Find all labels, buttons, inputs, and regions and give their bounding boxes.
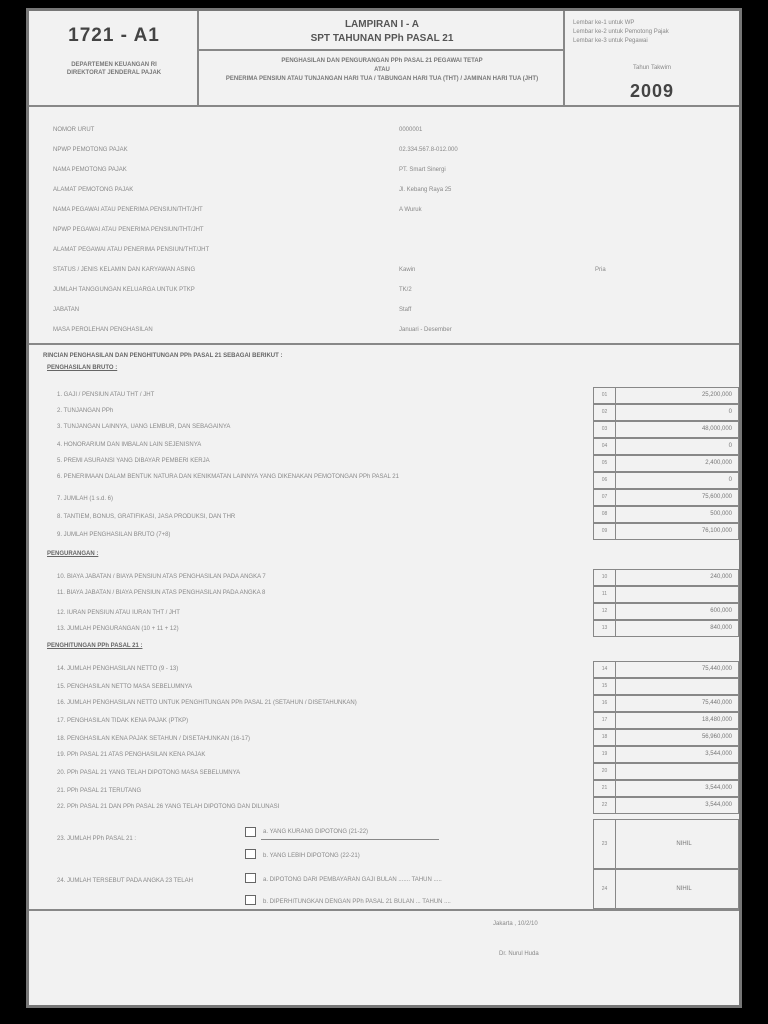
field-value: NIHIL — [676, 841, 692, 847]
copy-item: Lembar ke-1 untuk WP — [573, 20, 635, 26]
field-value: 48,000,000 — [701, 426, 732, 432]
item-label: 16. JUMLAH PENGHASILAN NETTO UNTUK PENGHITUNGAN PPh PASAL 21 (SETAHUN / DISETAHUNKAN) — [57, 700, 357, 706]
amount-field[interactable] — [593, 780, 739, 797]
year-value: 2009 — [629, 81, 675, 101]
info-label: NAMA PEGAWAI ATAU PENERIMA PENSIUN/THT/JHT — [53, 207, 203, 213]
option-24b-label: b. DIPERHITUNGKAN DENGAN PPh PASAL 21 BULAN ... TAHUN .... — [263, 899, 451, 905]
field-number: 01 — [594, 388, 616, 403]
item-label: 2. TUNJANGAN PPh — [57, 408, 114, 414]
amount-field[interactable] — [593, 729, 739, 746]
checkbox-24b[interactable] — [245, 895, 256, 905]
field-value: 25,200,000 — [701, 392, 732, 398]
info-label: NOMOR URUT — [53, 127, 95, 133]
amount-field[interactable] — [593, 603, 739, 620]
description-line-1: PENGHASILAN DAN PENGURANGAN PPh PASAL 21 PEGAWAI TETAP — [281, 58, 483, 64]
field-value: 840,000 — [710, 625, 732, 631]
info-value[interactable]: Januari - Desember — [399, 327, 452, 333]
amount-field[interactable] — [593, 438, 739, 455]
field-number: 06 — [594, 473, 616, 488]
form-description — [209, 57, 555, 84]
info-label: JUMLAH TANGGUNGAN KELUARGA UNTUK PTKP — [53, 287, 195, 293]
field-value: 240,000 — [710, 574, 732, 580]
info-value[interactable]: TK/2 — [399, 287, 412, 293]
year-box — [565, 11, 739, 107]
info-label: JABATAN — [53, 307, 80, 313]
info-value[interactable]: Jl. Kebang Raya 25 — [399, 187, 452, 193]
form-code: 1721 - A1 — [68, 25, 160, 46]
copy-item: Lembar ke-3 untuk Pegawai — [573, 38, 648, 44]
field-number: 04 — [594, 439, 616, 454]
field-value: 75,600,000 — [701, 494, 732, 500]
info-row — [29, 301, 739, 321]
info-row — [29, 201, 739, 221]
amount-field[interactable] — [593, 797, 739, 814]
copy-item: Lembar ke-2 untuk Pemotong Pajak — [573, 29, 669, 35]
option-23a-underline — [261, 839, 439, 840]
field-number: 09 — [594, 524, 616, 539]
section-deductions: PENGURANGAN : — [47, 551, 99, 557]
field-23[interactable] — [593, 819, 739, 869]
signature-section — [29, 909, 739, 1005]
amount-field[interactable] — [593, 455, 739, 472]
form-title: LAMPIRAN I - A — [344, 19, 420, 30]
item-label: 19. PPh PASAL 21 ATAS PENGHASILAN KENA PAJAK — [57, 752, 206, 758]
item-label: 4. HONORARIUM DAN IMBALAN LAIN SEJENISNYA — [57, 442, 202, 448]
amount-field[interactable] — [593, 763, 739, 780]
field-number: 05 — [594, 456, 616, 471]
amount-field[interactable] — [593, 746, 739, 763]
info-value[interactable]: Kawin — [399, 267, 416, 273]
field-number: 13 — [594, 621, 616, 636]
info-value[interactable]: A Wuruk — [399, 207, 422, 213]
item-label: 13. JUMLAH PENGURANGAN (10 + 11 + 12) — [57, 626, 179, 632]
amount-field[interactable] — [593, 620, 739, 637]
info-row — [29, 261, 739, 281]
field-value: 0 — [728, 409, 732, 415]
field-number: 21 — [594, 781, 616, 796]
field-value: 75,440,000 — [701, 666, 732, 672]
info-label: ALAMAT PEMOTONG PAJAK — [53, 187, 134, 193]
option-24a-label: a. DIPOTONG DARI PEMBAYARAN GAJI BULAN ....... TAHUN ..... — [263, 877, 442, 883]
form-code-box — [29, 11, 199, 107]
amount-field[interactable] — [593, 586, 739, 603]
info-row — [29, 321, 739, 341]
field-24[interactable] — [593, 869, 739, 909]
item-label: 8. TANTIEM, BONUS, GRATIFIKASI, JASA PRODUKSI, DAN THR — [57, 514, 236, 520]
item-23-label: 23. JUMLAH PPh PASAL 21 : — [57, 836, 137, 842]
info-label: NAMA PEMOTONG PAJAK — [53, 167, 127, 173]
info-value[interactable]: 0000001 — [399, 127, 423, 133]
item-label: 21. PPh PASAL 21 TERUTANG — [57, 788, 142, 794]
calculation-section — [29, 347, 739, 909]
info-row — [29, 241, 739, 261]
form-page — [26, 8, 742, 1008]
item-label: 5. PREMI ASURANSI YANG DIBAYAR PEMBERI KERJA — [57, 458, 210, 464]
field-value: 56,960,000 — [701, 734, 732, 740]
info-row — [29, 221, 739, 241]
field-number: 24 — [594, 870, 616, 908]
item-label: 12. IURAN PENSIUN ATAU IURAN THT / JHT — [57, 610, 180, 616]
field-number: 12 — [594, 604, 616, 619]
field-number: 16 — [594, 696, 616, 711]
field-number: 23 — [594, 820, 616, 868]
info-row — [29, 281, 739, 301]
option-23a-label: a. YANG KURANG DIPOTONG (21-22) — [263, 829, 369, 835]
field-value: NIHIL — [676, 886, 692, 892]
item-label: 14. JUMLAH PENGHASILAN NETTO (9 - 13) — [57, 666, 179, 672]
field-value: 18,480,000 — [701, 717, 732, 723]
item-label: 18. PENGHASILAN KENA PAJAK SETAHUN / DISETAHUNKAN (16-17) — [57, 736, 251, 742]
amount-field[interactable] — [593, 506, 739, 523]
amount-field[interactable] — [593, 489, 739, 506]
field-value: 3,544,000 — [705, 802, 732, 808]
item-label: 11. BIAYA JABATAN / BIAYA PENSIUN ATAS PENGHASILAN PADA ANGKA 8 — [57, 590, 266, 596]
amount-field[interactable] — [593, 387, 739, 404]
field-number: 17 — [594, 713, 616, 728]
field-number: 22 — [594, 798, 616, 813]
amount-field[interactable] — [593, 421, 739, 438]
field-value: 3,544,000 — [705, 751, 732, 757]
info-value[interactable]: 02.334.567.8-012.000 — [399, 147, 458, 153]
info-row — [29, 181, 739, 201]
checkbox-23a[interactable] — [245, 827, 256, 837]
amount-field[interactable] — [593, 472, 739, 489]
identity-section — [29, 109, 739, 345]
amount-field[interactable] — [593, 678, 739, 695]
info-label: STATUS / JENIS KELAMIN DAN KARYAWAN ASING — [53, 267, 196, 273]
copy-list — [573, 19, 669, 46]
description-line-3: PENERIMA PENSIUN ATAU TUNJANGAN HARI TUA / TABUNGAN HARI TUA (THT) / JAMINAN HARI TUA (JHT) — [225, 76, 539, 82]
checkbox-24a[interactable] — [245, 873, 256, 883]
form-title-box — [199, 11, 565, 107]
amount-field[interactable] — [593, 712, 739, 729]
info-row — [29, 161, 739, 181]
section-tax-calculation: PENGHITUNGAN PPh PASAL 21 : — [47, 643, 143, 649]
place-date: Jakarta , 10/2/10 — [493, 921, 538, 927]
field-value: 76,100,000 — [701, 528, 732, 534]
item-label: 10. BIAYA JABATAN / BIAYA PENSIUN ATAS PENGHASILAN PADA ANGKA 7 — [57, 574, 266, 580]
amount-field[interactable] — [593, 404, 739, 421]
field-number: 14 — [594, 662, 616, 677]
item-label: 7. JUMLAH (1 s.d. 6) — [57, 496, 114, 502]
field-value: 0 — [728, 443, 732, 449]
field-number: 08 — [594, 507, 616, 522]
info-label: ALAMAT PEGAWAI ATAU PENERIMA PENSIUN/THT/JHT — [53, 247, 210, 253]
field-number: 15 — [594, 679, 616, 694]
item-label: 1. GAJI / PENSIUN ATAU THT / JHT — [57, 392, 155, 398]
item-label: 15. PENGHASILAN NETTO MASA SEBELUMNYA — [57, 684, 193, 690]
info-value-secondary[interactable]: Pria — [595, 267, 606, 273]
amount-field[interactable] — [593, 569, 739, 586]
title-divider — [199, 49, 563, 51]
field-value: 75,440,000 — [701, 700, 732, 706]
info-label: NPWP PEMOTONG PAJAK — [53, 147, 128, 153]
info-label: NPWP PEGAWAI ATAU PENERIMA PENSIUN/THT/JHT — [53, 227, 204, 233]
field-number: 02 — [594, 405, 616, 420]
field-value: 600,000 — [710, 608, 732, 614]
info-row — [29, 121, 739, 141]
info-label: MASA PEROLEHAN PENGHASILAN — [53, 327, 153, 333]
option-23b-label: b. YANG LEBIH DIPOTONG (22-21) — [263, 853, 360, 859]
item-label: 22. PPh PASAL 21 DAN PPh PASAL 26 YANG TELAH DIPOTONG DAN DILUNASI — [57, 804, 280, 810]
field-number: 03 — [594, 422, 616, 437]
info-value[interactable]: PT. Smart Sinergi — [399, 167, 446, 173]
agency-name: DEPARTEMEN KEUANGAN RI DIREKTORAT JENDERAL PAJAK — [66, 62, 162, 76]
item-label: 6. PENERIMAAN DALAM BENTUK NATURA DAN KENIKMATAN LAINNYA YANG DIKENAKAN PEMOTONGAN PPh PASAL 21 — [57, 474, 399, 480]
item-24-label: 24. JUMLAH TERSEBUT PADA ANGKA 23 TELAH — [57, 878, 193, 884]
amount-field[interactable] — [593, 661, 739, 678]
amount-field[interactable] — [593, 523, 739, 540]
field-number: 19 — [594, 747, 616, 762]
section-gross-income: PENGHASILAN BRUTO : — [47, 365, 118, 371]
item-label: 3. TUNJANGAN LAINNYA, UANG LEMBUR, DAN SEBAGAINYA — [57, 424, 231, 430]
field-value: 2,400,000 — [705, 460, 732, 466]
form-header — [29, 11, 739, 107]
description-line-2: ATAU — [374, 67, 390, 73]
form-subtitle: SPT TAHUNAN PPh PASAL 21 — [310, 33, 454, 44]
field-number: 11 — [594, 587, 616, 602]
item-label: 9. JUMLAH PENGHASILAN BRUTO (7+8) — [57, 532, 171, 538]
item-label: 17. PENGHASILAN TIDAK KENA PAJAK (PTKP) — [57, 718, 189, 724]
field-value: 500,000 — [710, 511, 732, 517]
field-value: 3,544,000 — [705, 785, 732, 791]
field-number: 10 — [594, 570, 616, 585]
item-label: 20. PPh PASAL 21 YANG TELAH DIPOTONG MASA SEBELUMNYA — [57, 770, 241, 776]
field-number: 20 — [594, 764, 616, 779]
field-number: 18 — [594, 730, 616, 745]
field-value: 0 — [728, 477, 732, 483]
year-label: Tahun Takwim — [633, 65, 671, 71]
amount-field[interactable] — [593, 695, 739, 712]
info-row — [29, 141, 739, 161]
info-value[interactable]: Staff — [399, 307, 412, 313]
field-number: 07 — [594, 490, 616, 505]
calculation-intro: RINCIAN PENGHASILAN DAN PENGHITUNGAN PPh PASAL 21 SEBAGAI BERIKUT : — [43, 353, 283, 359]
checkbox-23b[interactable] — [245, 849, 256, 859]
signer-name: Dr. Nurul Huda — [499, 951, 539, 957]
